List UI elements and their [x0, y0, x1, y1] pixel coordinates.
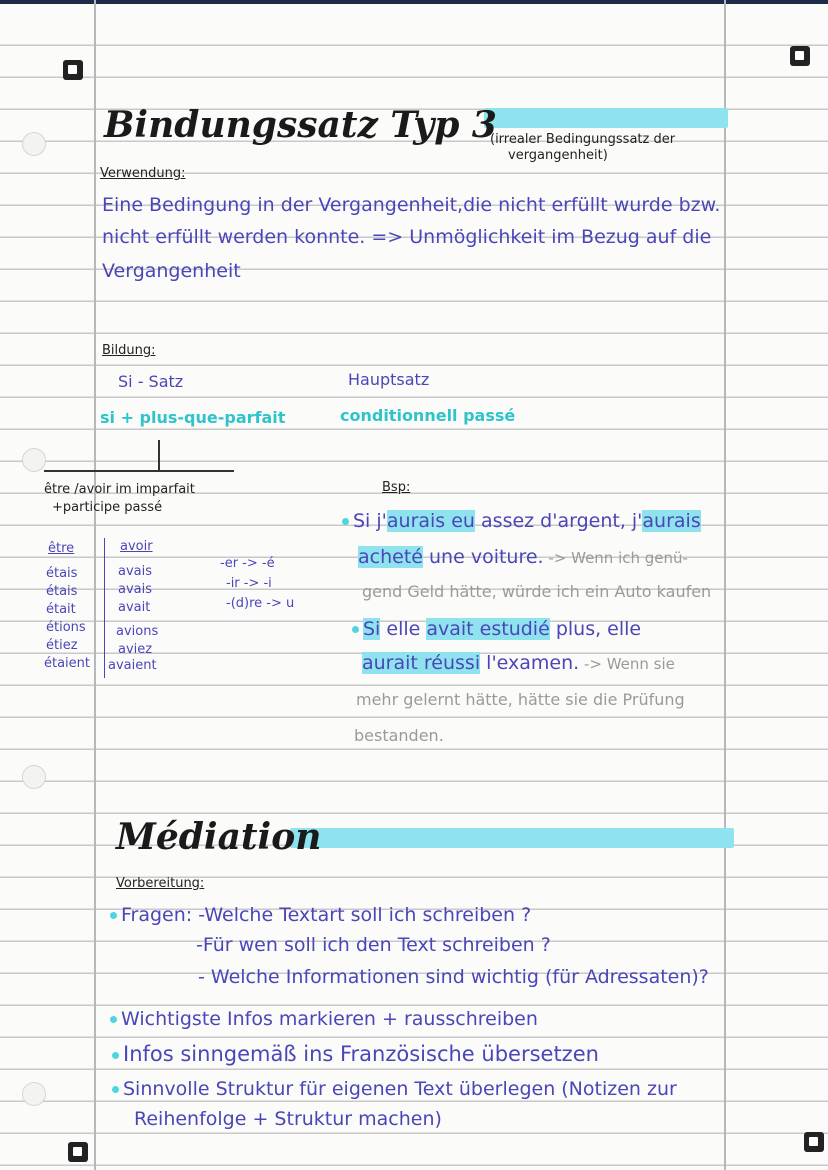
- section1-subtitle-line1: (irrealer Bedingungssatz der: [490, 132, 676, 147]
- bullet-icon: [110, 912, 117, 919]
- corner-marker-icon: [68, 1142, 88, 1162]
- haupt-formula: conditionnell passé: [340, 406, 516, 425]
- ending-rule: -(d)re -> u: [226, 596, 295, 611]
- mediation-bullet-1: Wichtigste Infos markieren + rausschreiben: [110, 1008, 538, 1030]
- si-satz-heading: Si - Satz: [118, 372, 184, 391]
- question-3: - Welche Informationen sind wichtig (für Adressaten)?: [198, 966, 709, 988]
- corner-marker-icon: [63, 60, 83, 80]
- scan-top-edge: [0, 0, 828, 4]
- si-formula: si + plus-que-parfait: [100, 408, 286, 427]
- punch-hole: [22, 132, 46, 156]
- punch-hole: [22, 765, 46, 789]
- avoir-form: avait: [118, 600, 151, 615]
- section1-subtitle-line2: vergangenheit): [508, 148, 608, 163]
- mediation-bullet-3: Sinnvolle Struktur für eigenen Text überlegen (Notizen zur: [112, 1078, 677, 1100]
- example2-line1: Si elle avait estudié plus, elle: [352, 618, 641, 640]
- example2-translation-line2: bestanden.: [354, 726, 444, 745]
- example1-translation: gend Geld hätte, würde ich ein Auto kaufen: [362, 582, 712, 601]
- verwendung-line-1: Eine Bedingung in der Vergangenheit,die nicht erfüllt wurde bzw.: [102, 194, 721, 216]
- example2-line2: aurait réussi l'examen. -> Wenn sie: [362, 652, 675, 674]
- bullet-icon: [342, 518, 349, 525]
- avoir-form: avais: [118, 564, 153, 579]
- verwendung-label: Verwendung:: [100, 166, 186, 181]
- bullet-icon: [110, 1016, 117, 1023]
- bracket-line-2: +participe passé: [52, 500, 163, 515]
- etre-form: étais: [46, 566, 78, 581]
- mediation-bullet-2: Infos sinngemäß ins Französische übersetzen: [112, 1042, 599, 1066]
- fragen-row: Fragen: -Welche Textart soll ich schreiben ?: [110, 904, 531, 926]
- avoir-form: avions: [116, 624, 159, 639]
- corner-marker-icon: [804, 1132, 824, 1152]
- bracket-line-1: être /avoir im imparfait: [44, 482, 195, 497]
- avoir-form: avais: [118, 582, 153, 597]
- avoir-form: avaient: [108, 658, 157, 673]
- avoir-form: aviez: [118, 642, 153, 657]
- mediation-bullet-3-cont: Reihenfolge + Struktur machen): [134, 1108, 442, 1130]
- punch-hole: [22, 1082, 46, 1106]
- etre-form: étais: [46, 584, 78, 599]
- right-margin-line: [724, 0, 726, 1170]
- corner-marker-icon: [790, 46, 810, 66]
- example1-line2: acheté une voiture. -> Wenn ich genü-: [358, 546, 688, 568]
- etre-form: étiez: [46, 638, 78, 653]
- bsp-label: Bsp:: [382, 480, 411, 495]
- hauptsatz-heading: Hauptsatz: [348, 370, 430, 389]
- title-highlight: [290, 828, 734, 848]
- bildung-label: Bildung:: [102, 343, 156, 358]
- verwendung-line-2: nicht erfüllt werden konnte. => Unmöglichkeit im Bezug auf die: [102, 226, 712, 248]
- title-highlight: [484, 108, 728, 128]
- question-2: -Für wen soll ich den Text schreiben ?: [196, 934, 551, 956]
- bullet-icon: [112, 1086, 119, 1093]
- example2-translation-line1: mehr gelernt hätte, hätte sie die Prüfung: [356, 690, 685, 709]
- ending-rule: -ir -> -i: [226, 576, 272, 591]
- verwendung-line-3: Vergangenheit: [102, 260, 241, 282]
- left-margin-line: [94, 0, 96, 1170]
- etre-form: étaient: [44, 656, 91, 671]
- example1-line1: Si j'aurais eu assez d'argent, j'aurais: [342, 510, 701, 532]
- etre-header: être: [48, 541, 75, 556]
- bracket-stem: [158, 440, 160, 470]
- punch-hole: [22, 448, 46, 472]
- section1-title: Bindungssatz Typ 3: [104, 104, 497, 146]
- bracket-bar: [44, 470, 234, 472]
- vorbereitung-label: Vorbereitung:: [116, 876, 205, 891]
- ending-rule: -er -> -é: [220, 556, 275, 571]
- bullet-icon: [352, 626, 359, 633]
- avoir-header: avoir: [120, 539, 153, 554]
- section2-title: Médiation: [116, 816, 322, 858]
- bullet-icon: [112, 1052, 119, 1059]
- conjugation-divider: [104, 538, 105, 678]
- etre-form: étions: [46, 620, 86, 635]
- etre-form: était: [46, 602, 76, 617]
